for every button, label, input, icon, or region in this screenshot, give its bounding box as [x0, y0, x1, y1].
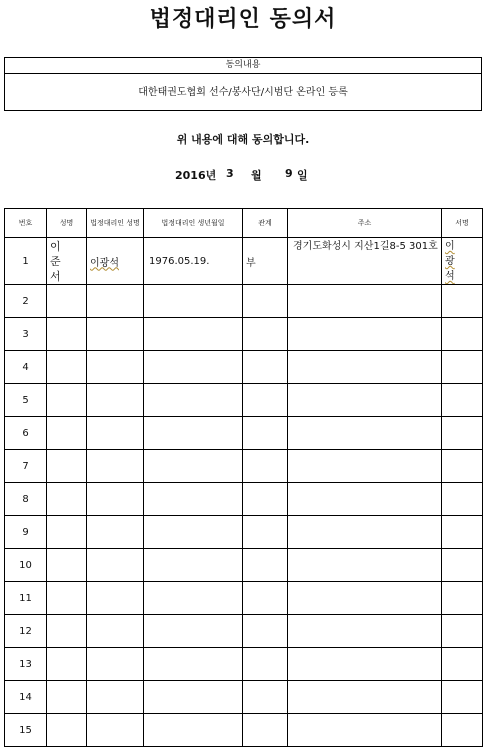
table-row: [5, 582, 483, 615]
document-title: 법정대리인 동의서: [149, 6, 337, 32]
address[interactable]: [288, 483, 442, 516]
table-row: [5, 285, 483, 318]
row-number: 6: [5, 417, 47, 450]
date-day-unit: 일: [297, 169, 308, 182]
participant-name[interactable]: [47, 582, 87, 615]
table-row: [5, 417, 483, 450]
address[interactable]: [288, 285, 442, 318]
guardian-name[interactable]: [87, 238, 144, 285]
guardian-birthdate[interactable]: [144, 351, 243, 384]
participant-name[interactable]: [47, 417, 87, 450]
relation[interactable]: [243, 516, 288, 549]
guardian-name[interactable]: [87, 681, 144, 714]
consent-content: 대한태권도협회 선수/봉사단/시범단 온라인 등록: [138, 87, 348, 98]
signature[interactable]: [442, 318, 483, 351]
relation[interactable]: 부: [243, 238, 288, 285]
relation[interactable]: [243, 417, 288, 450]
row-number: 3: [5, 318, 47, 351]
table-row: [5, 615, 483, 648]
guardian-birthdate[interactable]: [144, 483, 243, 516]
participant-name[interactable]: [47, 238, 87, 285]
relation[interactable]: [243, 483, 288, 516]
participant-name[interactable]: [47, 384, 87, 417]
guardian-name[interactable]: [87, 384, 144, 417]
date-day: 9: [285, 167, 293, 180]
row-number: 13: [5, 648, 47, 681]
address[interactable]: [288, 681, 442, 714]
relation[interactable]: [243, 384, 288, 417]
agreement-statement: 위 내용에 대해 동의합니다.: [176, 133, 310, 146]
relation[interactable]: [243, 318, 288, 351]
participant-name[interactable]: [47, 285, 87, 318]
date-month: 3: [226, 167, 234, 180]
header-guardian-birth: 법정대리인 생년월일: [144, 209, 243, 238]
guardian-birthdate[interactable]: [144, 417, 243, 450]
row-number: 15: [5, 714, 47, 747]
signature[interactable]: [442, 648, 483, 681]
participant-name[interactable]: [47, 549, 87, 582]
signature[interactable]: [442, 238, 483, 285]
table-row: [5, 516, 483, 549]
guardian-name[interactable]: [87, 516, 144, 549]
table-row: [5, 648, 483, 681]
guardian-name[interactable]: [87, 285, 144, 318]
guardian-name[interactable]: [87, 582, 144, 615]
relation[interactable]: [243, 450, 288, 483]
guardian-table: [4, 208, 483, 747]
consent-box: [4, 57, 482, 111]
date-year: 2016년: [175, 169, 217, 182]
guardian-name[interactable]: [87, 417, 144, 450]
row-number: 5: [5, 384, 47, 417]
address[interactable]: [288, 516, 442, 549]
guardian-birthdate[interactable]: 1976.05.19.: [144, 238, 243, 285]
guardian-name[interactable]: [87, 615, 144, 648]
participant-name[interactable]: [47, 516, 87, 549]
address[interactable]: [288, 648, 442, 681]
row-number: 1: [5, 238, 47, 285]
relation[interactable]: [243, 681, 288, 714]
participant-name[interactable]: [47, 318, 87, 351]
guardian-birthdate[interactable]: [144, 615, 243, 648]
guardian-birthdate[interactable]: [144, 681, 243, 714]
address[interactable]: 경기도화성시 지산1길8-5 301호: [288, 238, 442, 285]
address[interactable]: [288, 582, 442, 615]
table-row: [5, 549, 483, 582]
date-month-unit: 월: [251, 169, 262, 182]
table-row: [5, 384, 483, 417]
table-row: [5, 681, 483, 714]
guardian-birthdate[interactable]: [144, 648, 243, 681]
table-row: [5, 450, 483, 483]
participant-name[interactable]: [47, 483, 87, 516]
signature[interactable]: [442, 417, 483, 450]
empty-rows: [5, 285, 483, 747]
participant-name[interactable]: [47, 351, 87, 384]
signature[interactable]: [442, 549, 483, 582]
address[interactable]: [288, 384, 442, 417]
guardian-birthdate[interactable]: [144, 285, 243, 318]
signature-text: 이 광 석: [445, 241, 455, 282]
signature[interactable]: [442, 450, 483, 483]
guardian-name[interactable]: [87, 648, 144, 681]
address[interactable]: [288, 318, 442, 351]
relation[interactable]: [243, 648, 288, 681]
relation[interactable]: [243, 549, 288, 582]
guardian-birthdate[interactable]: [144, 384, 243, 417]
signature[interactable]: [442, 384, 483, 417]
signature[interactable]: [442, 351, 483, 384]
signature[interactable]: [442, 285, 483, 318]
guardian-name-text: 이광석: [90, 257, 119, 269]
address[interactable]: [288, 615, 442, 648]
table-row: [5, 483, 483, 516]
row-number: 10: [5, 549, 47, 582]
guardian-birthdate[interactable]: [144, 516, 243, 549]
signature[interactable]: [442, 681, 483, 714]
participant-name[interactable]: [47, 648, 87, 681]
guardian-birthdate[interactable]: [144, 318, 243, 351]
guardian-birthdate[interactable]: [144, 582, 243, 615]
header-no: 번호: [5, 209, 47, 238]
guardian-birthdate[interactable]: [144, 450, 243, 483]
row-number: 11: [5, 582, 47, 615]
header-name: 성명: [47, 209, 87, 238]
header-signature: 서명: [442, 209, 483, 238]
row-number: 8: [5, 483, 47, 516]
guardian-name[interactable]: [87, 549, 144, 582]
address[interactable]: [288, 450, 442, 483]
participant-name[interactable]: [47, 681, 87, 714]
signature[interactable]: [442, 615, 483, 648]
signature[interactable]: [442, 516, 483, 549]
address[interactable]: [288, 351, 442, 384]
signature[interactable]: [442, 483, 483, 516]
header-relation: 관계: [243, 209, 288, 238]
row-number: 14: [5, 681, 47, 714]
row-number: 12: [5, 615, 47, 648]
relation[interactable]: [243, 582, 288, 615]
signature[interactable]: [442, 582, 483, 615]
header-guardian-name: 법정대리인 성명: [87, 209, 144, 238]
row-number: 2: [5, 285, 47, 318]
table-header-row: [5, 209, 483, 238]
guardian-name[interactable]: [87, 318, 144, 351]
guardian-name[interactable]: [87, 483, 144, 516]
guardian-birthdate[interactable]: [144, 549, 243, 582]
guardian-name[interactable]: [87, 450, 144, 483]
relation[interactable]: [243, 615, 288, 648]
relation[interactable]: [243, 351, 288, 384]
row-number: 4: [5, 351, 47, 384]
header-address: 주소: [288, 209, 442, 238]
row-number: 7: [5, 450, 47, 483]
relation[interactable]: [243, 285, 288, 318]
participant-name-text: 이 준 서: [50, 240, 61, 283]
table-row: [5, 318, 483, 351]
consent-header: 동의내용: [5, 58, 481, 74]
table-row: [5, 238, 483, 285]
row-number: 9: [5, 516, 47, 549]
table-row: [5, 351, 483, 384]
participant-name[interactable]: [47, 615, 87, 648]
guardian-name[interactable]: [87, 351, 144, 384]
address[interactable]: [288, 549, 442, 582]
address[interactable]: [288, 417, 442, 450]
participant-name[interactable]: [47, 450, 87, 483]
